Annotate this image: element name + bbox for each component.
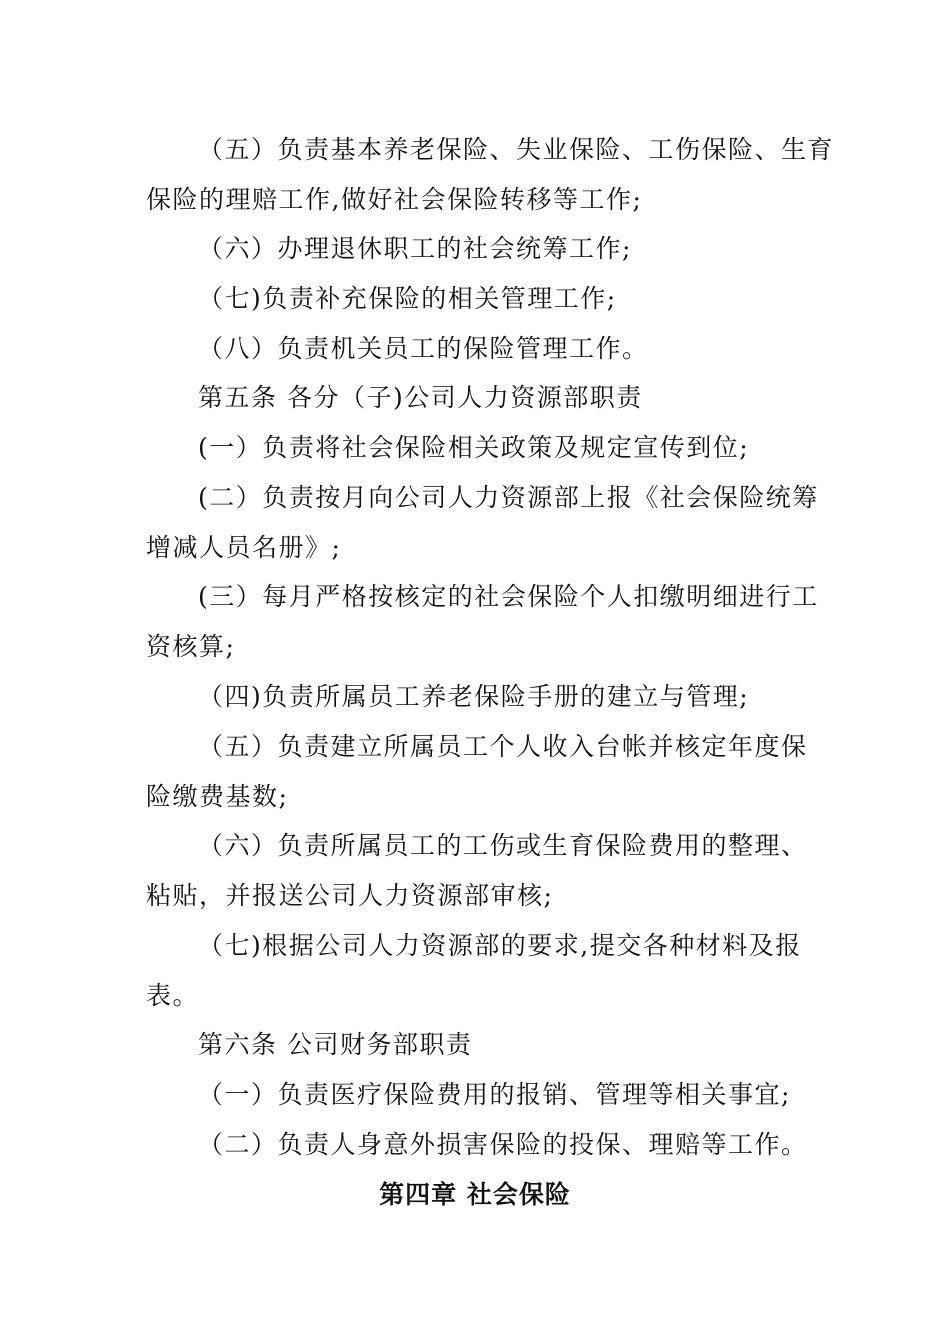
paragraph-line: (三）每月严格按核定的社会保险个人扣缴明细进行工 [198, 582, 819, 611]
paragraph-line: 表。 [146, 981, 200, 1010]
paragraph-line: 险缴费基数; [146, 782, 289, 811]
paragraph-line: 资核算; [146, 632, 236, 661]
paragraph-line: （七)负责补充保险的相关管理工作; [198, 284, 617, 313]
paragraph-line: (二）负责按月向公司人力资源部上报《社会保险统筹 [198, 483, 819, 512]
paragraph-line: （六）负责所属员工的工伤或生育保险费用的整理、 [198, 831, 808, 860]
paragraph-line: （七)根据公司人力资源部的要求,提交各种材料及报 [198, 931, 802, 960]
paragraph-line: 粘贴，并报送公司人力资源部审核; [146, 881, 554, 910]
chapter-heading: 第四章 社会保险 [379, 1180, 571, 1209]
paragraph-line: （四)负责所属员工养老保险手册的建立与管理; [198, 682, 750, 711]
paragraph-line: （二）负责人身意外损害保险的投保、理赔等工作。 [198, 1130, 808, 1159]
paragraph-line: （六）办理退休职工的社会统筹工作; [198, 234, 632, 263]
paragraph-line: （八）负责机关员工的保险管理工作。 [198, 334, 649, 363]
paragraph-line: 保险的理赔工作,做好社会保险转移等工作; [146, 185, 643, 214]
paragraph-line: （五）负责建立所属员工个人收入台帐并核定年度保 [198, 732, 808, 761]
paragraph-line: （一）负责医疗保险费用的报销、管理等相关事宜; [198, 1080, 791, 1109]
article-heading: 第六条 公司财务部职责 [198, 1030, 473, 1059]
paragraph-line: (一）负责将社会保险相关政策及规定宣传到位; [198, 433, 750, 462]
article-heading: 第五条 各分（子)公司人力资源部职责 [198, 383, 643, 412]
paragraph-line: 增减人员名册》; [146, 533, 342, 562]
paragraph-line: （五）负责基本养老保险、失业保险、工伤保险、生育 [198, 135, 835, 164]
